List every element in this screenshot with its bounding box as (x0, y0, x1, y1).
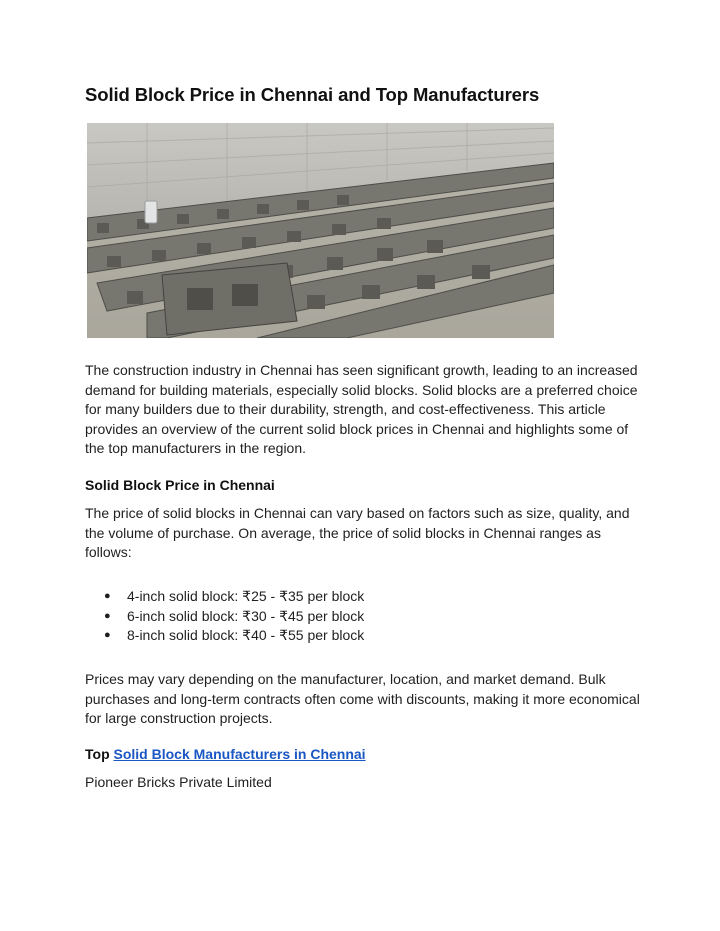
list-item-text: 6-inch solid block: ₹30 - ₹45 per block (127, 607, 365, 624)
manufacturers-heading (85, 746, 366, 762)
list-item-text: 8-inch solid block: ₹40 - ₹55 per block (127, 627, 365, 643)
manufacturers-heading-prefix: Top (85, 746, 114, 762)
company-name: Pioneer Bricks Private Limited (85, 774, 272, 790)
list-item (85, 626, 364, 646)
bullet-icon: ● (104, 609, 111, 622)
list-item (85, 587, 364, 607)
price-paragraph: The price of solid blocks in Chennai can vary based on factors such as size, quality, and the volume of purchase. On average, the price of solid blocks in Chennai ranges as follows: (85, 505, 630, 560)
concrete-blocks-photo (87, 123, 554, 338)
bullet-icon: ● (104, 629, 111, 641)
list-item (85, 607, 364, 627)
variation-paragraph: Prices may vary depending on the manufacturer, location, and market demand. Bulk purchases and long-term contracts often come with discounts, making it more economical for large construction projects. (85, 671, 640, 726)
price-list (85, 587, 364, 646)
intro-paragraph: The construction industry in Chennai has seen significant growth, leading to an increased demand for building materials, especially solid blocks. Solid blocks are a preferred choice for many builders due to their durability, strength, and cost-effectiveness. This article provides an overview of the current solid block prices in Chennai and highlights some of the top manufacturers in the region. (85, 362, 638, 456)
manufacturers-link[interactable]: Solid Block Manufacturers in Chennai (113, 746, 366, 762)
page-title: Solid Block Price in Chennai and Top Manufacturers (85, 84, 540, 105)
price-section-heading: Solid Block Price in Chennai (85, 477, 275, 493)
bullet-icon: ● (104, 590, 111, 602)
list-item-text: 4-inch solid block: ₹25 - ₹35 per block (127, 588, 365, 604)
